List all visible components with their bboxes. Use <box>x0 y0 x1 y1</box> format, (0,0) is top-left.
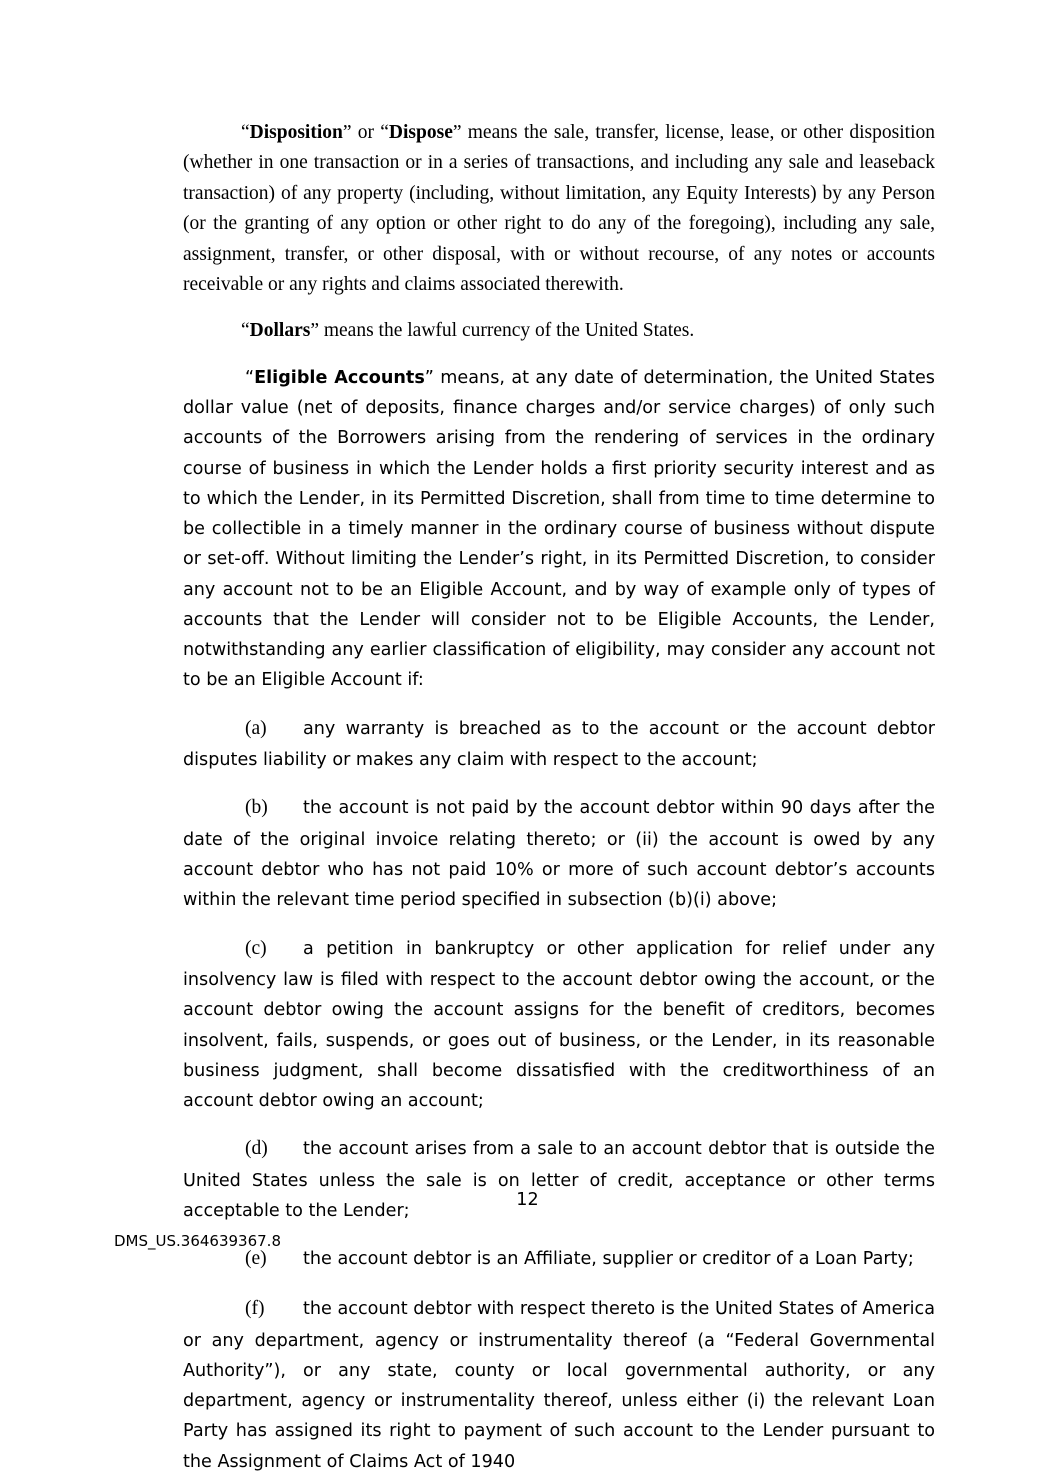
clause-c <box>183 932 935 1117</box>
quote-mid: ” or “ <box>342 122 389 143</box>
clause-text-d: the account arises from a sale to an account debtor that is outside the United States unless the sale is on letter of credit, acceptance or other terms acceptable to the Lender; <box>183 1139 935 1222</box>
clause-b <box>183 791 935 915</box>
clause-d <box>183 1132 935 1226</box>
page-number: 12 <box>516 1190 539 1210</box>
defined-term-dollars: Dollars <box>249 320 311 342</box>
paragraph-disposition-text: ” means the sale, transfer, license, lease, or other disposition (whether in one transaction or in a series of transactions, and including any sale and leaseback transaction) of any property (including, without limitation, any Equity Interests) by any Person (or the granting of any option or other right to do any of the foregoing), including any sale, assignment, transfer, or other disposal, with or without recourse, of any notes or accounts receivable or any rights and claims associated therewith. <box>183 122 935 296</box>
clause-text-c: a petition in bankruptcy or other application for relief under any insolvency law is filed with respect to the account debtor owing the account, or the account debtor owing the account assigns for the benefit of creditors, becomes insolvent, fails, suspends, or goes out of business, or the Lender, in its reasonable business judgment, shall become dissatisfied with the creditworthiness of an account debtor owing an account; <box>183 938 935 1112</box>
quote-open: “ <box>241 122 250 143</box>
clause-label-e: (e) <box>245 1248 267 1270</box>
clause-label-b: (b) <box>245 797 268 819</box>
clause-text-f: the account debtor with respect thereto is the United States of America or any department, agency or instrumentality thereof (a “Federal Governmental Authority”), or any state, county or local governmental authority, or any department, agency or instrumentality thereof, unless either (i) the relevant Loan Party has assigned its right to payment of such account to the Lender pursuant to the Assignment of Claims Act of 1940 <box>183 1299 935 1472</box>
defined-term-disposition: Disposition <box>249 122 343 143</box>
clause-e <box>183 1242 935 1276</box>
paragraph-disposition <box>183 118 935 300</box>
clause-label-d: (d) <box>245 1138 268 1160</box>
clause-text-b: the account is not paid by the account debtor within 90 days after the date of the original invoice relating thereto; or (ii) the account is owed by any account debtor who has not paid 10% or more of such account debtor’s accounts within the relevant time period specified in subsection (b)(i) above; <box>183 798 935 911</box>
clause-a <box>183 712 935 776</box>
paragraph-eligible-accounts-text: ” means, at any date of determination, the United States dollar value (net of deposits, finance charges and/or service charges) of only such accounts of the Borrowers arising from the rendering of services in the ordinary course of business in which the Lender holds a first priority security interest and as to which the Lender, in its Permitted Discretion, shall from time to time determine to be collectible in a timely manner in the ordinary course of business without dispute or set-off. Without limiting the Lender’s right, in its Permitted Discretion, to consider any account not to be an Eligible Account, and by way of example only of types of accounts that the Lender will consider not to be Eligible Accounts, the Lender, notwithstanding any earlier classification of eligibility, may consider any account not to be an Eligible Account if: <box>183 367 935 691</box>
clause-text-e: the account debtor is an Affiliate, supplier or creditor of a Loan Party; <box>303 1249 914 1270</box>
footer-document-reference: DMS_US.364639367.8 <box>114 1232 281 1250</box>
quote-open-dollars: “ <box>241 320 250 342</box>
paragraph-dollars <box>183 316 935 346</box>
paragraph-dollars-text: ” means the lawful currency of the United States. <box>310 320 695 342</box>
quote-open-eligible: “ <box>245 367 255 388</box>
clause-label-c: (c) <box>245 937 267 959</box>
defined-term-eligible-accounts: Eligible Accounts <box>254 367 425 388</box>
clause-label-f: (f) <box>245 1298 265 1319</box>
defined-term-dispose: Dispose <box>388 122 453 143</box>
paragraph-eligible-accounts <box>183 363 935 696</box>
clause-label-a: (a) <box>245 717 267 739</box>
page-content <box>183 118 935 1477</box>
clause-f <box>183 1292 935 1477</box>
clause-text-a: any warranty is breached as to the account or the account debtor disputes liability or makes any claim with respect to the account; <box>183 718 935 771</box>
